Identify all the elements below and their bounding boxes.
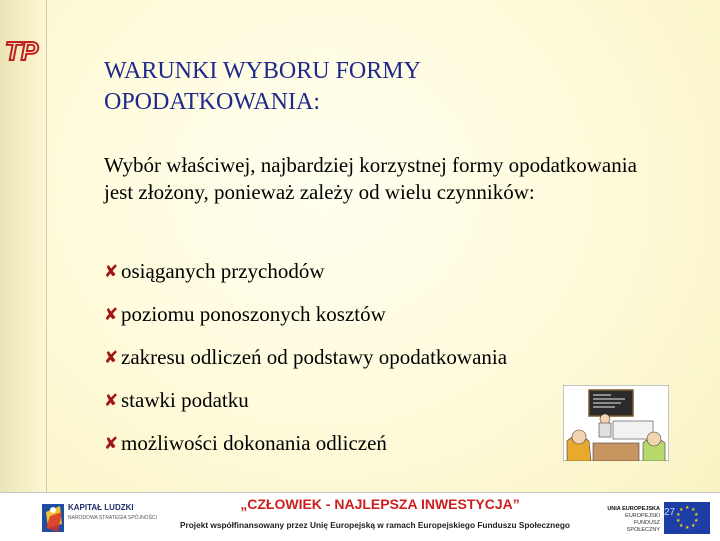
kapital-ludzki-title: KAPITAŁ LUDZKI [68,503,134,512]
svg-text:★: ★ [685,505,690,511]
svg-text:★: ★ [691,507,696,513]
classroom-cartoon-illustration [563,385,669,461]
eu-line-3: FUNDUSZ SPOŁECZNY [626,520,660,533]
list-item [104,250,507,293]
cross-mark-icon: ✘ [104,261,119,282]
list-item-text: możliwości dokonania odliczeń [121,431,387,455]
kapital-ludzki-subtitle: NARODOWA STRATEGIA SPÓJNOŚCI [68,515,157,521]
factor-list [104,250,507,465]
svg-text:★: ★ [691,523,696,529]
list-item-text: stawki podatku [121,388,249,412]
svg-text:★: ★ [679,523,684,529]
svg-text:TP: TP [5,36,39,66]
left-decorative-bar [0,0,47,492]
title-line-1: WARUNKI WYBORU FORMY [104,58,421,84]
cross-mark-icon: ✘ [104,433,119,454]
list-item [104,336,507,379]
intro-paragraph: Wybór właściwej, najbardziej korzystnej formy opodatkowania jest złożony, ponieważ zależy od wielu czynników: [104,153,637,204]
svg-text:★: ★ [694,518,699,524]
list-item-text: zakresu odliczeń od podstawy opodatkowania [121,345,508,369]
cross-mark-icon: ✘ [104,304,119,325]
list-item [104,379,507,422]
list-item-text: osiąganych przychodów [121,259,325,283]
footer-slogan: „CZŁOWIEK - NAJLEPSZA INWESTYCJA” [240,496,520,512]
cross-mark-icon: ✘ [104,347,119,368]
slide-title [104,56,664,118]
list-item [104,422,507,465]
svg-text:★: ★ [694,512,699,518]
svg-text:★: ★ [685,525,690,531]
tp-logo-icon [4,36,42,66]
list-item [104,293,507,336]
svg-text:★: ★ [679,507,684,513]
cross-mark-icon: ✘ [104,390,119,411]
slide-page-number: 27 [664,507,676,518]
eu-line-1: UNIA EUROPEJSKA [607,506,660,512]
eu-fund-label [600,506,660,534]
svg-text:★: ★ [676,518,681,524]
list-item-text: poziomu ponoszonych kosztów [121,302,386,326]
footer-project-note: Projekt współfinansowany przez Unię Europejską w ramach Europejskiego Funduszu Społecznego [179,520,571,530]
svg-text:★: ★ [676,512,681,518]
eu-line-2: EUROPEJSKI [625,513,660,519]
title-line-2: OPODATKOWANIA: [104,89,320,115]
